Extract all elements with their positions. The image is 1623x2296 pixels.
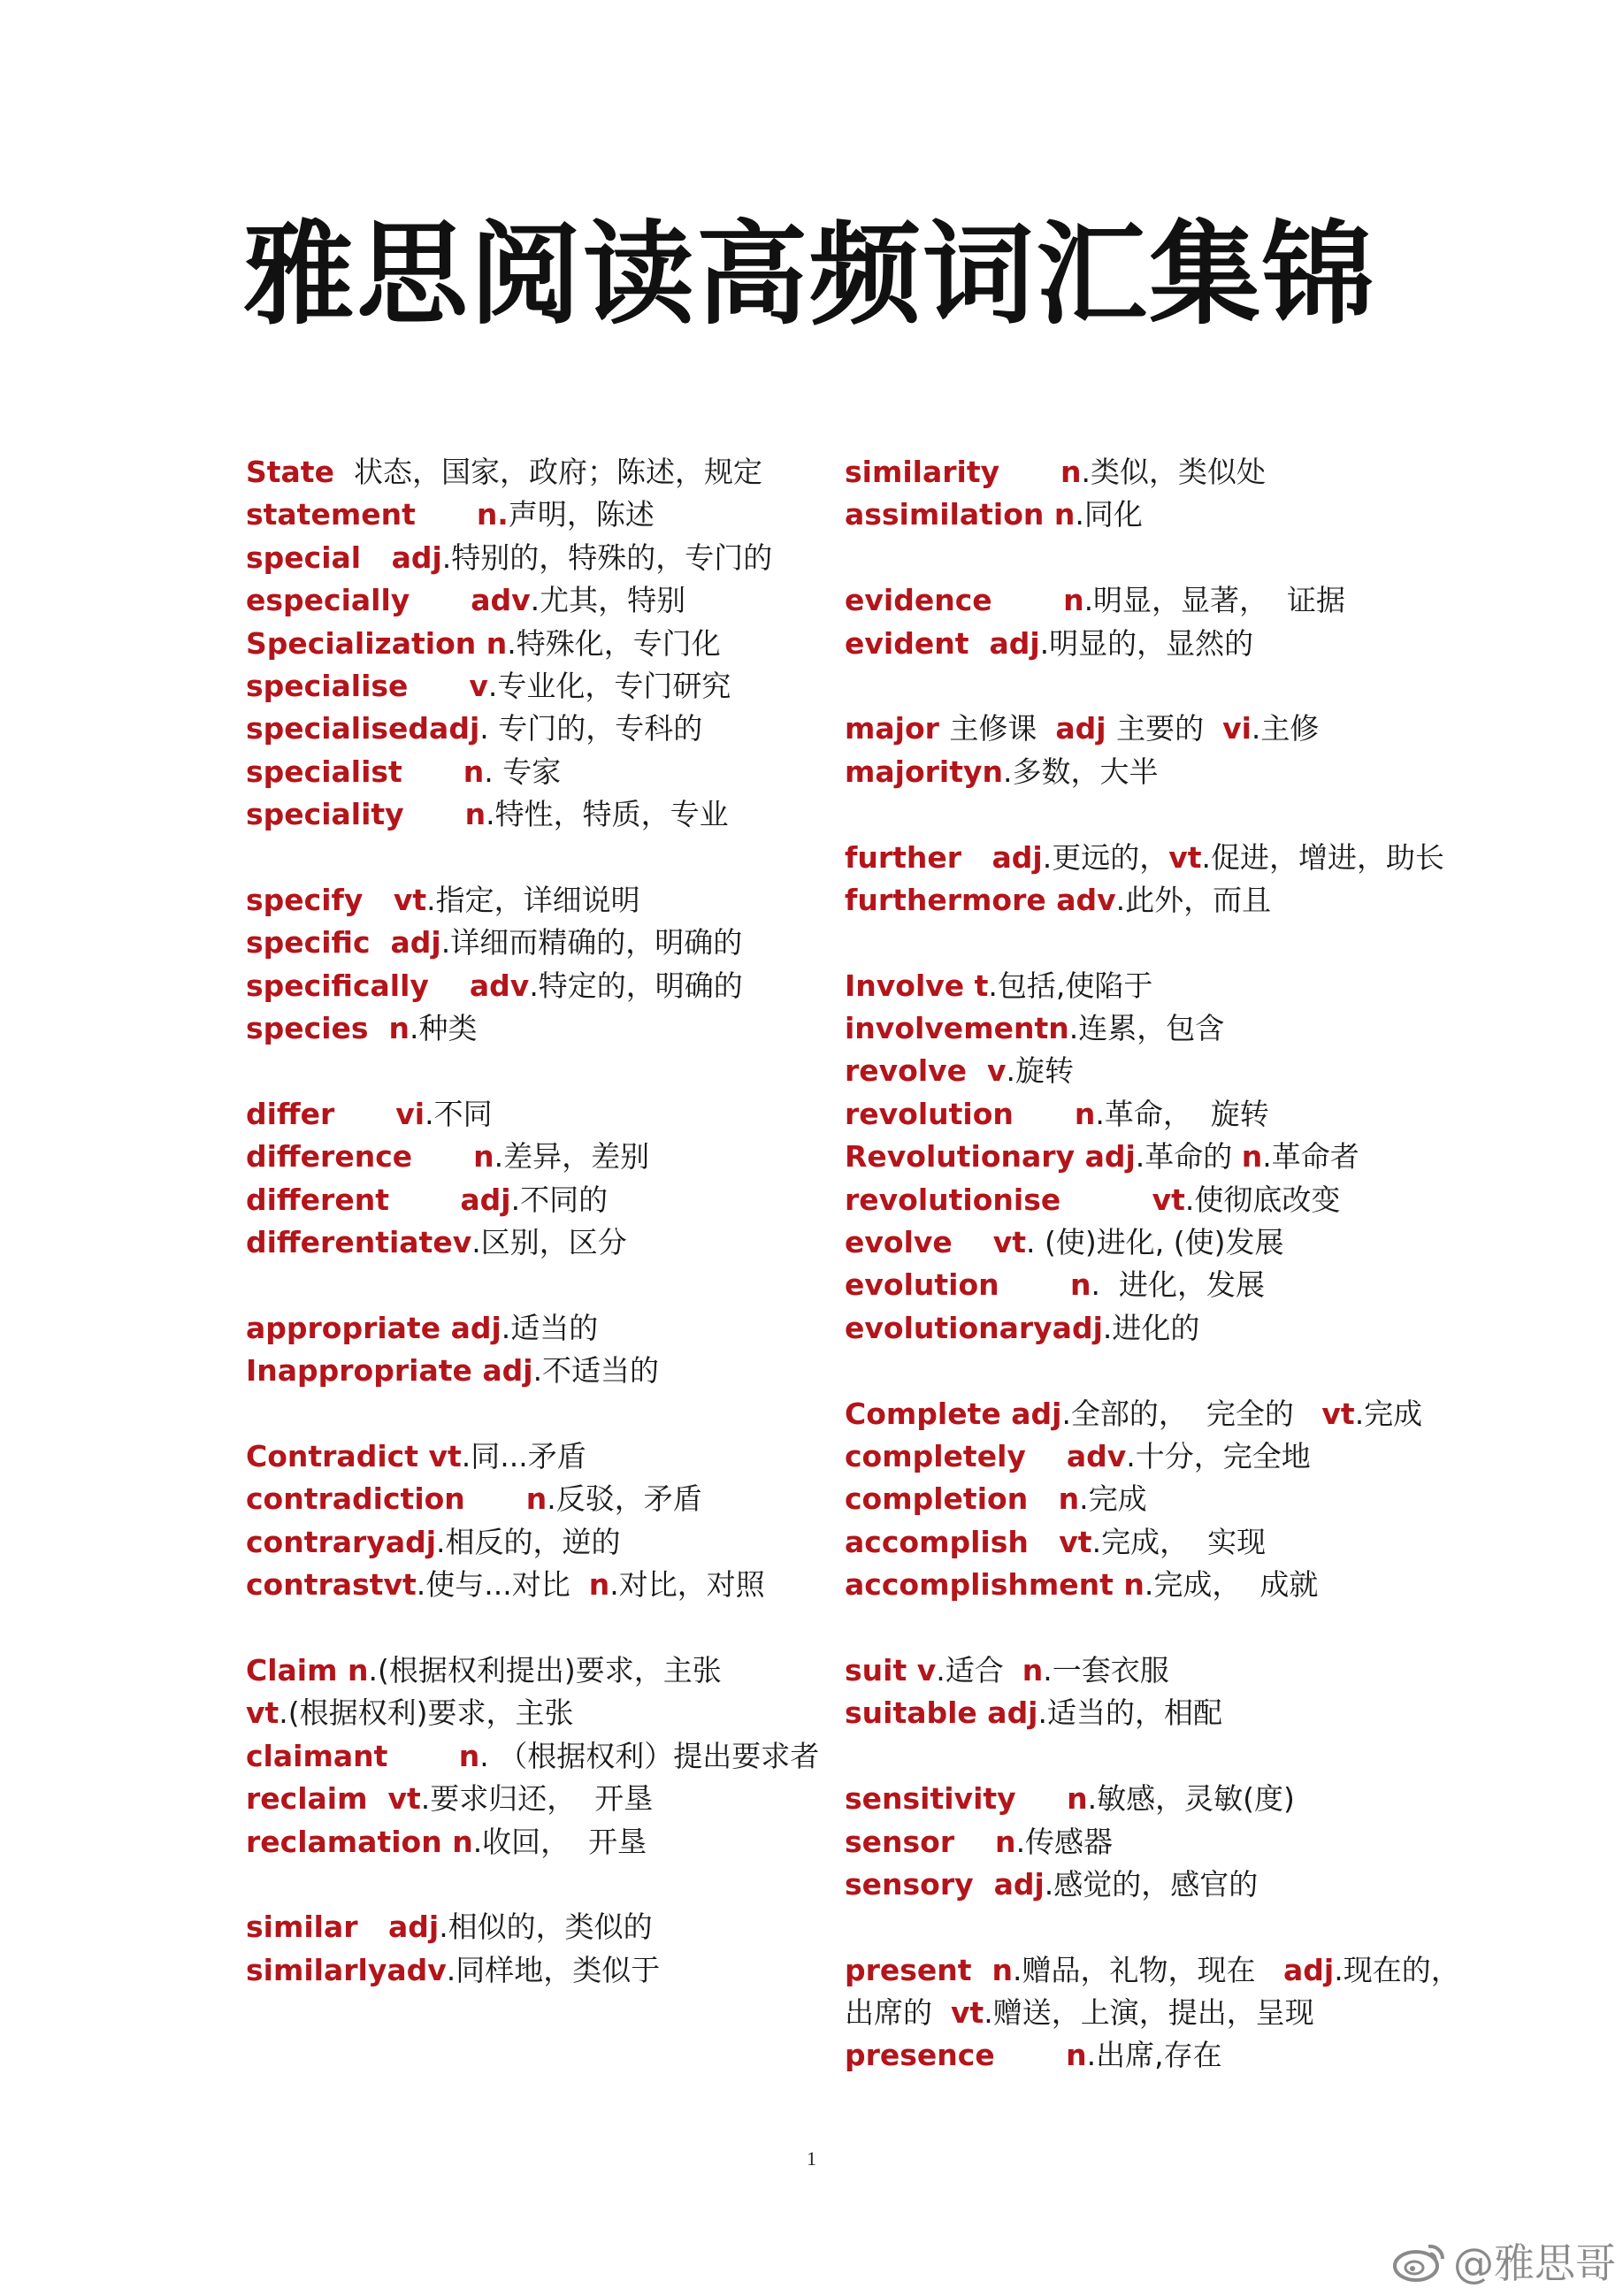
vocab-definition: .完成， 成就 — [1144, 1567, 1319, 1603]
vocab-term: revolutionise vt — [845, 1182, 1185, 1217]
vocab-line — [246, 1821, 819, 1864]
vocab-term: differ vi — [246, 1096, 425, 1131]
vocab-line — [845, 922, 1460, 964]
vocab-line — [845, 494, 1460, 536]
vocab-term: differentiatev — [246, 1225, 472, 1260]
vocab-line — [246, 793, 819, 836]
vocab-term: contrastvt — [246, 1567, 417, 1603]
vocab-term: specialist n — [246, 754, 485, 789]
vocab-line — [246, 623, 819, 665]
vocab-definition: .此外，而且 — [1115, 882, 1272, 917]
vocab-line — [845, 1264, 1460, 1306]
vocab-definition: .要求归还， 开垦 — [420, 1781, 654, 1817]
vocab-line — [246, 1778, 819, 1820]
vocab-term: statement — [246, 497, 477, 532]
vocab-line — [845, 1093, 1460, 1136]
vocab-definition: .使与...对比 — [416, 1567, 589, 1603]
vocab-term: revolution n — [845, 1096, 1096, 1131]
vocab-term: Claim n — [246, 1652, 369, 1688]
vocab-definition: . 专门的，专科的 — [479, 711, 703, 746]
vocab-line — [845, 965, 1460, 1007]
vocab-definition: 声明，陈述 — [508, 497, 655, 532]
vocab-line — [246, 1735, 819, 1778]
vocab-definition: .赠送，上演，提出，呈现 — [984, 1995, 1314, 2031]
vocab-term: assimilation n — [845, 497, 1076, 532]
vocab-definition: .感觉的，感官的 — [1044, 1866, 1259, 1902]
vocab-line — [246, 1864, 819, 1906]
vocab-term: completion n — [845, 1481, 1080, 1517]
vocab-line — [845, 837, 1460, 879]
vocab-term: contraryadj — [246, 1524, 437, 1559]
vocab-definition: .不适当的 — [532, 1353, 660, 1389]
vocab-definition: .现在的， — [1334, 1952, 1460, 1987]
vocab-line — [845, 1393, 1460, 1435]
vocab-definition: .完成 — [1354, 1396, 1423, 1431]
vocab-line — [845, 1307, 1460, 1350]
vocab-line — [246, 1949, 819, 1992]
vocab-term: involvementn — [845, 1011, 1069, 1046]
vocab-term: further adj — [845, 839, 1043, 875]
vocab-definition: .专业化，专门研究 — [487, 668, 731, 703]
vocab-term: revolve v — [845, 1053, 1007, 1089]
vocab-term: major — [845, 711, 950, 746]
vocab-term: majorityn — [845, 754, 1004, 789]
vocab-definition: .更远的， — [1042, 839, 1169, 875]
vocab-term: reclaim vt — [246, 1781, 421, 1817]
page-number: 1 — [807, 2147, 816, 2170]
vocab-definition: .种类 — [410, 1011, 478, 1046]
vocab-definition: .包括,使陷于 — [988, 968, 1153, 1003]
vocab-term: specialisedadj — [246, 711, 480, 746]
vocab-line — [845, 1179, 1460, 1221]
vocab-definition: .区别，区分 — [471, 1225, 627, 1260]
weibo-logo-icon — [1391, 2238, 1448, 2284]
vocab-line — [845, 1221, 1460, 1264]
vocab-term: State — [246, 455, 345, 489]
vocab-definition: .传感器 — [1015, 1824, 1114, 1859]
vocab-definition: .收回， 开垦 — [472, 1824, 647, 1859]
vocab-line — [845, 1050, 1460, 1092]
vocab-line — [246, 708, 819, 750]
vocab-line — [845, 2034, 1460, 2077]
vocab-line — [246, 1179, 819, 1221]
vocab-line — [845, 1821, 1460, 1864]
vocab-line — [845, 751, 1460, 793]
vocab-definition: .完成， 实现 — [1091, 1524, 1267, 1559]
vocab-line — [845, 1992, 1460, 2034]
vocab-definition: . (使)进化, (使)发展 — [1026, 1225, 1284, 1260]
vocab-line — [246, 494, 819, 536]
vocab-term: vi — [1222, 711, 1252, 746]
vocab-line — [246, 879, 819, 922]
vocab-line — [246, 1264, 819, 1306]
vocab-term: suitable adj — [845, 1695, 1038, 1731]
vocab-definition: 出席的 — [845, 1995, 951, 2031]
vocab-line — [246, 1050, 819, 1092]
vocab-term: specify vt — [246, 882, 427, 917]
vocab-line — [845, 1435, 1460, 1478]
vocab-definition: .适当的 — [501, 1310, 599, 1345]
vocab-term: vt — [1168, 839, 1202, 875]
vocab-definition: .适合 — [936, 1652, 1022, 1688]
vocab-line — [246, 1350, 819, 1392]
vocab-term: species n — [246, 1011, 410, 1046]
vocab-line — [246, 751, 819, 793]
vocab-line — [845, 1864, 1460, 1906]
vocab-definition: .革命者 — [1262, 1139, 1359, 1175]
vocab-column-right — [845, 451, 1460, 2078]
vocab-line — [845, 879, 1460, 922]
vocab-line — [246, 665, 819, 708]
vocab-term: completely adv — [845, 1438, 1127, 1473]
vocab-line — [246, 1136, 819, 1178]
vocab-term: adj — [1055, 711, 1117, 746]
vocab-definition: .反驳，矛盾 — [547, 1481, 702, 1517]
vocab-term: similar adj — [246, 1910, 440, 1945]
vocab-term: Contradict vt — [246, 1438, 462, 1473]
vocab-definition: . （根据权利）提出要求者 — [479, 1738, 820, 1773]
vocab-line — [845, 537, 1460, 579]
vocab-term: difference n — [246, 1139, 494, 1175]
vocab-definition: .明显的，显然的 — [1039, 625, 1254, 661]
watermark-text: @雅思哥 — [1453, 2239, 1616, 2287]
vocab-line — [845, 1007, 1460, 1050]
vocab-definition: . 进化，发展 — [1091, 1267, 1266, 1303]
vocab-definition: .相似的，类似的 — [439, 1910, 653, 1945]
vocab-term: speciality n — [246, 797, 486, 832]
vocab-line — [246, 1521, 819, 1564]
vocab-line — [845, 1350, 1460, 1392]
vocab-term: accomplishment n — [845, 1567, 1145, 1603]
vocab-column-left — [246, 451, 819, 1992]
vocab-definition: .相反的，逆的 — [436, 1524, 621, 1559]
vocab-line — [246, 1093, 819, 1136]
vocab-line — [246, 579, 819, 622]
vocab-line — [246, 1435, 819, 1478]
vocab-term: different adj — [246, 1182, 511, 1217]
page-title: 雅思阅读高频词汇集锦 — [243, 210, 1375, 340]
vocab-line — [845, 579, 1460, 622]
vocab-term: Specialization n — [246, 625, 508, 661]
vocab-term: n — [588, 1567, 610, 1603]
vocab-definition: .类似，类似处 — [1081, 455, 1267, 489]
vocab-definition: .完成 — [1079, 1481, 1147, 1517]
vocab-line — [845, 1478, 1460, 1520]
vocab-definition: .出席,存在 — [1086, 2038, 1222, 2073]
vocab-line — [246, 965, 819, 1007]
vocab-term: specifically adv — [246, 968, 530, 1003]
vocab-definition: .特性，特质，专业 — [486, 797, 729, 832]
vocab-line — [246, 1692, 819, 1734]
vocab-definition: 主要的 — [1116, 711, 1223, 746]
vocab-term: evidence n — [845, 583, 1084, 618]
vocab-definition: .特殊化，专门化 — [507, 625, 721, 661]
vocab-line — [246, 1478, 819, 1520]
vocab-definition: .特定的，明确的 — [529, 968, 743, 1003]
vocab-term: sensor n — [845, 1824, 1016, 1859]
vocab-line — [246, 837, 819, 879]
vocab-term: evolution n — [845, 1267, 1091, 1303]
vocab-line — [845, 451, 1460, 494]
vocab-line — [246, 1906, 819, 1948]
vocab-definition: . 专家 — [484, 754, 562, 789]
vocab-line — [246, 1607, 819, 1649]
vocab-line — [845, 1692, 1460, 1734]
vocab-term: Inappropriate adj — [246, 1353, 533, 1389]
watermark — [1391, 2234, 1616, 2287]
vocab-term: n — [1241, 1139, 1263, 1175]
vocab-definition: .详细而精确的，明确的 — [440, 925, 743, 960]
vocab-definition: .指定，详细说明 — [426, 882, 640, 917]
vocab-term: suit v — [845, 1652, 937, 1688]
vocab-definition: 状态，国家，政府；陈述，规定 — [344, 455, 762, 489]
vocab-term: evolutionaryadj — [845, 1310, 1103, 1345]
vocab-definition: .赠品，礼物，现在 — [1013, 1952, 1284, 1987]
vocab-term: claimant n — [246, 1738, 480, 1773]
vocab-definition: .对比，对照 — [609, 1567, 765, 1603]
vocab-definition: .促进，增进，助长 — [1201, 839, 1445, 875]
vocab-definition: 主修课 — [949, 711, 1056, 746]
vocab-line — [845, 1564, 1460, 1606]
vocab-term: similarlyadv — [246, 1952, 447, 1987]
vocab-line — [845, 1136, 1460, 1178]
vocab-term: specific adj — [246, 925, 441, 960]
vocab-definition: .使彻底改变 — [1184, 1182, 1341, 1217]
vocab-term: Complete adj — [845, 1396, 1062, 1431]
vocab-term: adj — [1283, 1952, 1335, 1987]
vocab-line — [845, 1521, 1460, 1564]
vocab-term: vt — [246, 1695, 279, 1731]
vocab-definition: .尤其，特别 — [530, 583, 686, 618]
vocab-definition: .同样地，类似于 — [446, 1952, 661, 1987]
vocab-term: vt — [1321, 1396, 1355, 1431]
vocab-definition: .进化的 — [1102, 1310, 1200, 1345]
vocab-term: evolve vt — [845, 1225, 1027, 1260]
vocab-term: similarity n — [845, 455, 1082, 489]
vocab-term: accomplish vt — [845, 1524, 1092, 1559]
vocab-line — [845, 708, 1460, 750]
vocab-term: evident adj — [845, 625, 1040, 661]
vocab-definition: .革命， 旋转 — [1095, 1096, 1269, 1131]
vocab-definition: .适当的，相配 — [1037, 1695, 1222, 1731]
vocab-term: especially adv — [246, 583, 531, 618]
vocab-line — [246, 537, 819, 579]
vocab-line — [246, 1393, 819, 1435]
vocab-definition: .不同 — [425, 1096, 493, 1131]
vocab-definition: .明显，显著， 证据 — [1083, 583, 1346, 618]
vocab-line — [246, 1564, 819, 1606]
vocab-line — [246, 451, 819, 494]
vocab-line — [246, 1007, 819, 1050]
vocab-line — [845, 1649, 1460, 1692]
vocab-definition: .(根据权利提出)要求，主张 — [368, 1652, 722, 1688]
vocab-definition: .多数，大半 — [1003, 754, 1159, 789]
vocab-line — [845, 1906, 1460, 1948]
vocab-term: presence n — [845, 2038, 1087, 2073]
vocab-line — [246, 1649, 819, 1692]
vocab-line — [845, 1607, 1460, 1649]
vocab-definition: .主修 — [1251, 711, 1320, 746]
vocab-term: present n — [845, 1952, 1014, 1987]
vocab-definition: .旋转 — [1006, 1053, 1075, 1089]
vocab-line — [845, 793, 1460, 836]
vocab-line — [246, 1221, 819, 1264]
vocab-line — [246, 922, 819, 964]
vocab-term: furthermore adv — [845, 882, 1116, 917]
vocab-term: vt — [950, 1995, 984, 2031]
vocab-definition: .同化 — [1075, 497, 1143, 532]
vocab-definition: .敏感，灵敏(度) — [1087, 1781, 1295, 1817]
vocab-term: Revolutionary adj — [845, 1139, 1136, 1175]
vocab-line — [845, 665, 1460, 708]
vocab-definition: .特别的，特殊的，专门的 — [441, 540, 773, 575]
vocab-line — [845, 1735, 1460, 1778]
vocab-definition: .不同的 — [510, 1182, 609, 1217]
vocab-definition: .(根据权利)要求，主张 — [279, 1695, 574, 1731]
vocab-definition: .全部的， 完全的 — [1061, 1396, 1322, 1431]
vocab-term: n — [1022, 1652, 1044, 1688]
vocab-definition: .革命的 — [1135, 1139, 1242, 1175]
vocab-term: specialise v — [246, 668, 488, 703]
vocab-line — [845, 1778, 1460, 1820]
vocab-definition: .连累，包含 — [1068, 1011, 1225, 1046]
vocab-term: appropriate adj — [246, 1310, 501, 1345]
vocab-definition: .同...矛盾 — [461, 1438, 586, 1473]
vocab-definition: .十分，完全地 — [1126, 1438, 1311, 1473]
vocab-definition: .差异，差别 — [494, 1139, 650, 1175]
vocab-term: sensitivity n — [845, 1781, 1088, 1817]
vocab-term: n. — [476, 497, 509, 532]
vocab-term: Involve t — [845, 968, 989, 1003]
vocab-term: reclamation n — [246, 1824, 473, 1859]
vocab-term: contradiction n — [246, 1481, 547, 1517]
vocab-line — [845, 1949, 1460, 1992]
vocab-line — [845, 623, 1460, 665]
vocab-term: special adj — [246, 540, 442, 575]
vocab-definition: .一套衣服 — [1043, 1652, 1169, 1688]
vocab-line — [246, 1307, 819, 1350]
vocab-term: sensory adj — [845, 1866, 1045, 1902]
